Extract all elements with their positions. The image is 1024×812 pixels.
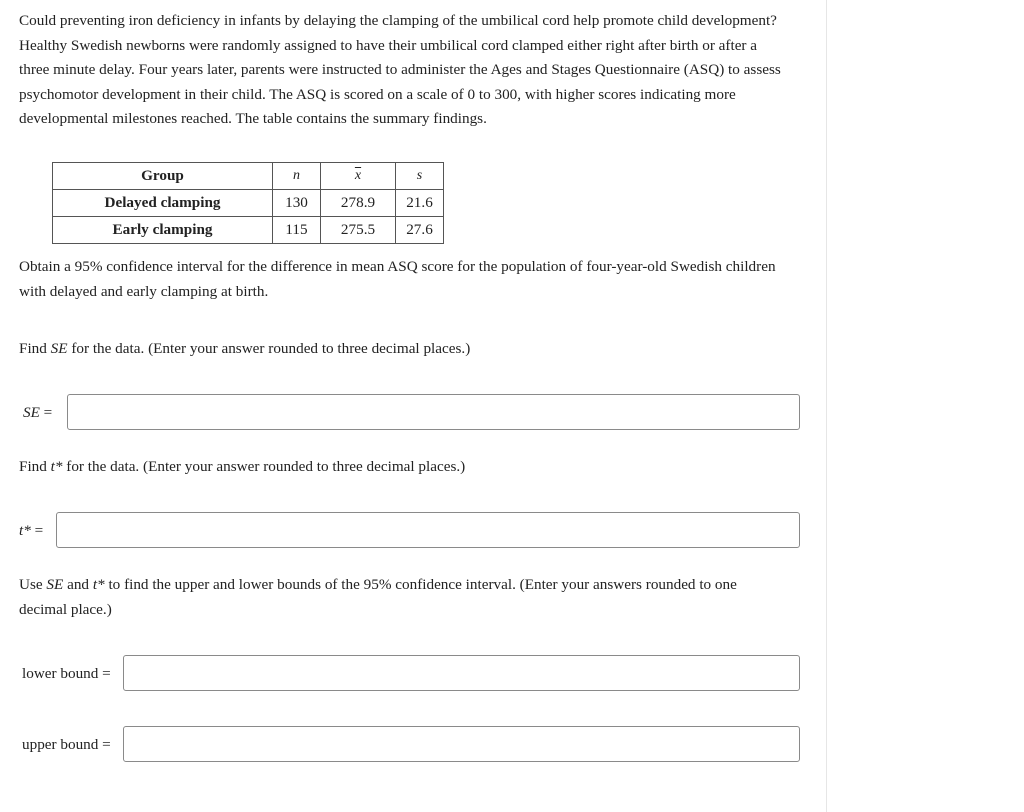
se-label-var: SE <box>23 404 40 421</box>
row-early-n: 115 <box>273 217 321 244</box>
row-delayed-n: 130 <box>273 190 321 217</box>
bounds-prompt-var-t: t* <box>92 576 105 593</box>
intro-line: psychomotor development in their child. The ASQ is scored on a scale of 0 to 300, with higher scores indicating more <box>19 85 736 103</box>
row-delayed-xbar: 278.9 <box>321 190 396 217</box>
t-label-var: t* <box>19 522 31 539</box>
t-prompt-suffix: for the data. (Enter your answer rounded to three decimal places.) <box>62 458 466 475</box>
row-delayed-s: 21.6 <box>396 190 444 217</box>
bounds-prompt-suffix: to find the upper and lower bounds of the 95% confidence interval. (Enter your answers rounded to one <box>104 576 737 593</box>
header-xbar-symbol: $\overline{x}$ <box>354 168 362 183</box>
upper-bound-input[interactable] <box>123 726 800 762</box>
bounds-prompt-mid: and <box>63 576 93 593</box>
header-s: s <box>396 163 444 190</box>
intro-paragraph <box>19 9 819 132</box>
row-early-xbar: 275.5 <box>321 217 396 244</box>
row-early-s: 27.6 <box>396 217 444 244</box>
task-paragraph <box>19 255 819 304</box>
table-row <box>53 190 444 217</box>
bounds-prompt-line2: decimal place.) <box>19 600 112 618</box>
t-star-input[interactable] <box>56 512 800 548</box>
se-label-eq: = <box>39 404 53 421</box>
se-prompt-prefix: Find <box>19 340 51 357</box>
row-delayed-group: Delayed clamping <box>53 190 273 217</box>
t-label <box>19 521 43 541</box>
lower-bound-input[interactable] <box>123 655 800 691</box>
intro-line: Could preventing iron deficiency in infants by delaying the clamping of the umbilical cord help promote child development? <box>19 12 777 29</box>
t-prompt <box>19 455 819 480</box>
t-label-eq: = <box>30 522 44 539</box>
lower-bound-label: lower bound = <box>22 665 111 682</box>
table-header-row <box>53 163 444 190</box>
upper-bound-label: upper bound = <box>22 736 111 753</box>
se-input[interactable] <box>67 394 800 430</box>
header-n: n <box>273 163 321 190</box>
bounds-prompt <box>19 573 819 622</box>
t-prompt-prefix: Find <box>19 458 51 475</box>
se-label <box>23 403 52 423</box>
intro-line: Healthy Swedish newborns were randomly assigned to have their umbilical cord clamped either right after birth or after a <box>19 36 758 54</box>
row-early-group: Early clamping <box>53 217 273 244</box>
se-prompt-var: SE <box>50 340 68 357</box>
t-prompt-var: t* <box>50 458 63 475</box>
intro-line: developmental milestones reached. The table contains the summary findings. <box>19 110 487 127</box>
header-xbar <box>321 163 396 190</box>
panel-divider <box>826 0 827 812</box>
task-line: with delayed and early clamping at birth. <box>19 282 269 300</box>
bounds-prompt-prefix: Use <box>19 576 47 593</box>
se-prompt <box>19 337 819 362</box>
bounds-prompt-var-se: SE <box>46 576 64 593</box>
header-group: Group <box>53 163 273 190</box>
table-row <box>53 217 444 244</box>
se-prompt-suffix: for the data. (Enter your answer rounded to three decimal places.) <box>67 340 471 357</box>
task-line: Obtain a 95% confidence interval for the difference in mean ASQ score for the population of four-year-old Swedish children <box>19 258 776 275</box>
summary-table <box>52 162 444 244</box>
intro-line: three minute delay. Four years later, parents were instructed to administer the Ages and Stages Questionnaire (ASQ) to assess <box>19 61 781 78</box>
